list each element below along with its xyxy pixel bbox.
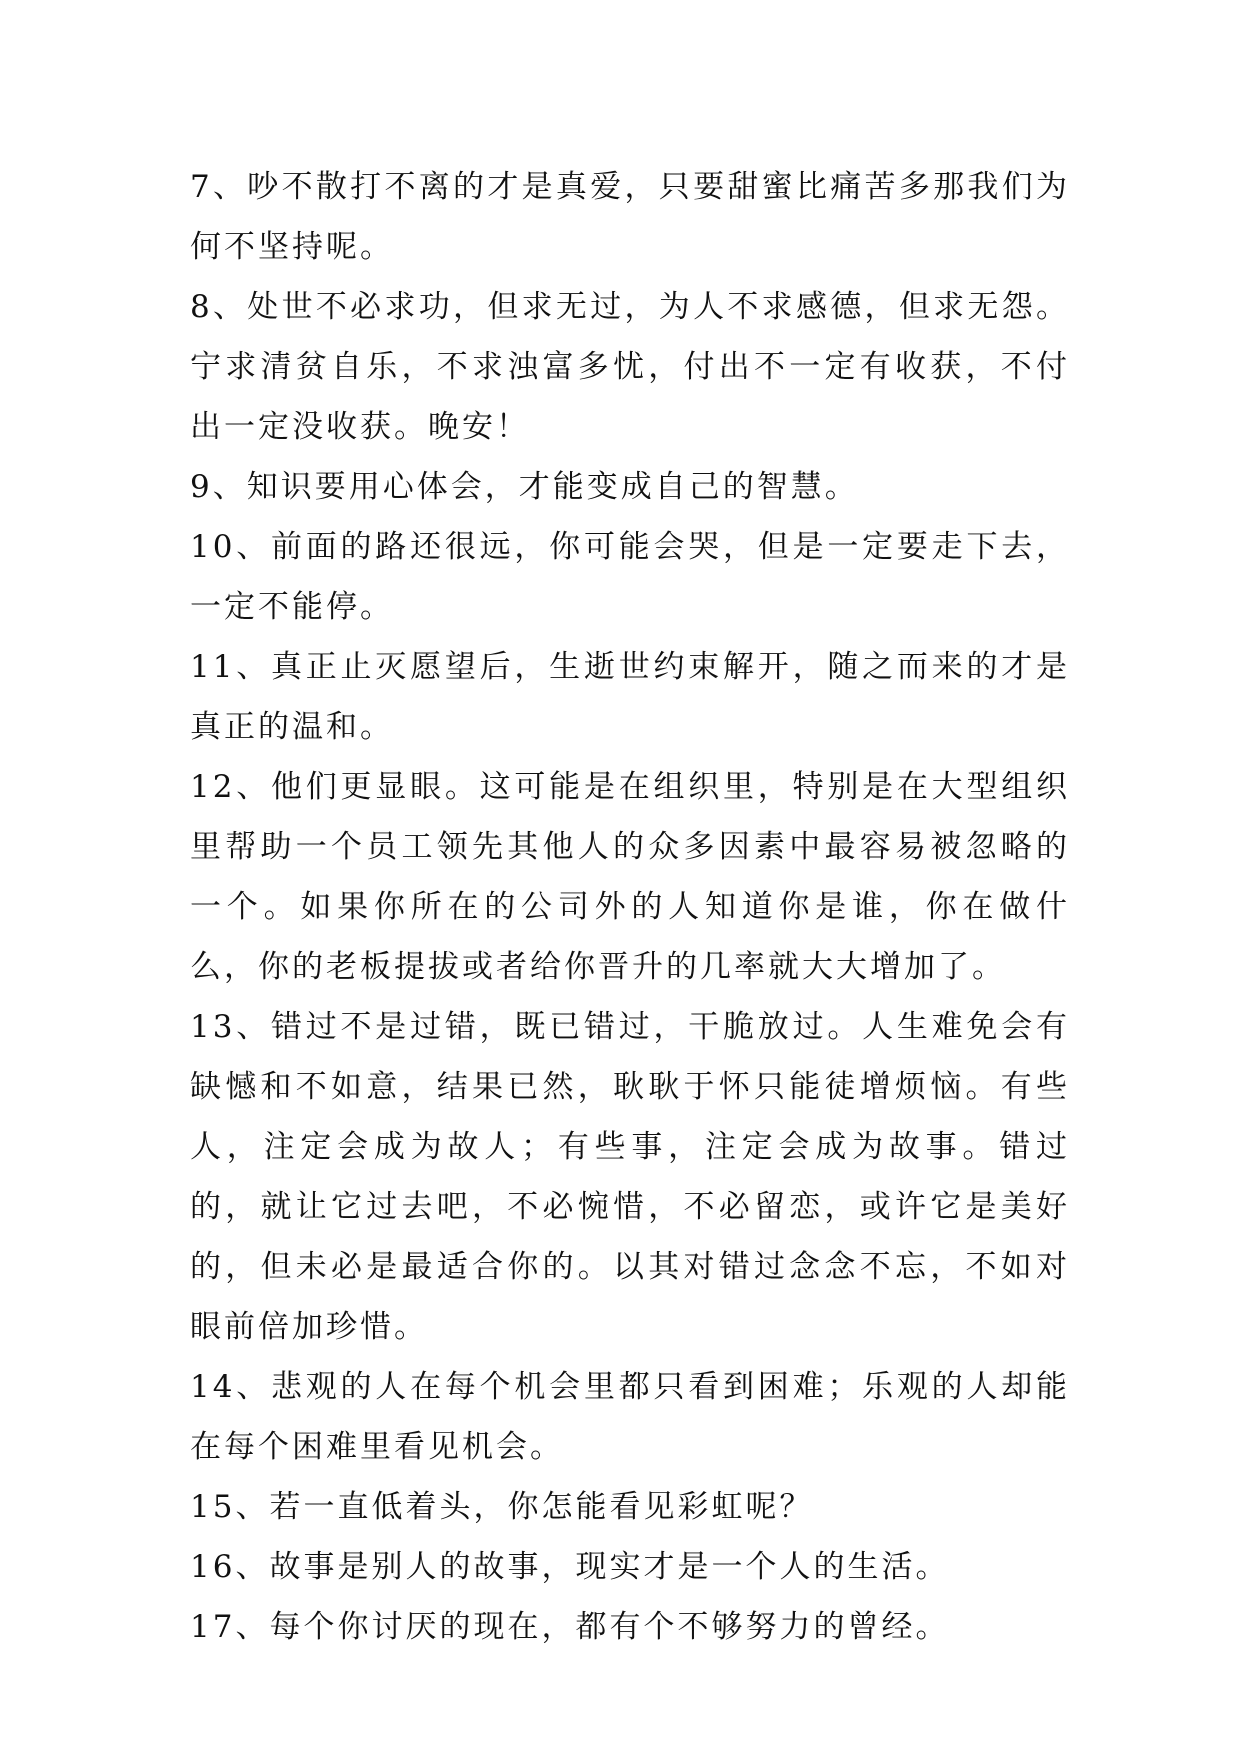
list-item: 13、错过不是过错，既已错过，干脆放过。人生难免会有缺憾和不如意，结果已然，耿耿于怀只能徒增烦恼。有些人，注定会成为故人；有些事，注定会成为故事。错过的，就让它过去吧，不必惋惜，不必留恋，或许它是美好的，但未必是最适合你的。以其对错过念念不忘，不如对眼前倍加珍惜。 [190,1009,1070,1345]
list-item: 9、知识要用心体会，才能变成自己的智慧。 [190,469,859,505]
list-item: 11、真正止灭愿望后，生逝世约束解开，随之而来的才是真正的温和。 [190,649,1070,745]
list-item: 17、每个你讨厌的现在，都有个不够努力的曾经。 [190,1609,950,1645]
list-item: 14、悲观的人在每个机会里都只看到困难；乐观的人却能在每个困难里看见机会。 [190,1369,1070,1465]
list-item: 7、吵不散打不离的才是真爱，只要甜蜜比痛苦多那我们为何不坚持呢。 [190,169,1070,265]
list-item: 12、他们更显眼。这可能是在组织里，特别是在大型组织里帮助一个员工领先其他人的众多因素中最容易被忽略的一个。如果你所在的公司外的人知道你是谁，你在做什么，你的老板提拔或者给你晋升的几率就大大增加了。 [190,769,1070,985]
list-item: 16、故事是别人的故事，现实才是一个人的生活。 [190,1549,950,1585]
list-item: 15、若一直低着头，你怎能看见彩虹呢？ [190,1489,814,1525]
list-item: 10、前面的路还很远，你可能会哭，但是一定要走下去，一定不能停。 [190,529,1070,625]
document-body [190,157,1070,1657]
list-item: 8、处世不必求功，但求无过，为人不求感德，但求无怨。宁求清贫自乐，不求浊富多忧，付出不一定有收获，不付出一定没收获。晚安！ [190,289,1070,445]
